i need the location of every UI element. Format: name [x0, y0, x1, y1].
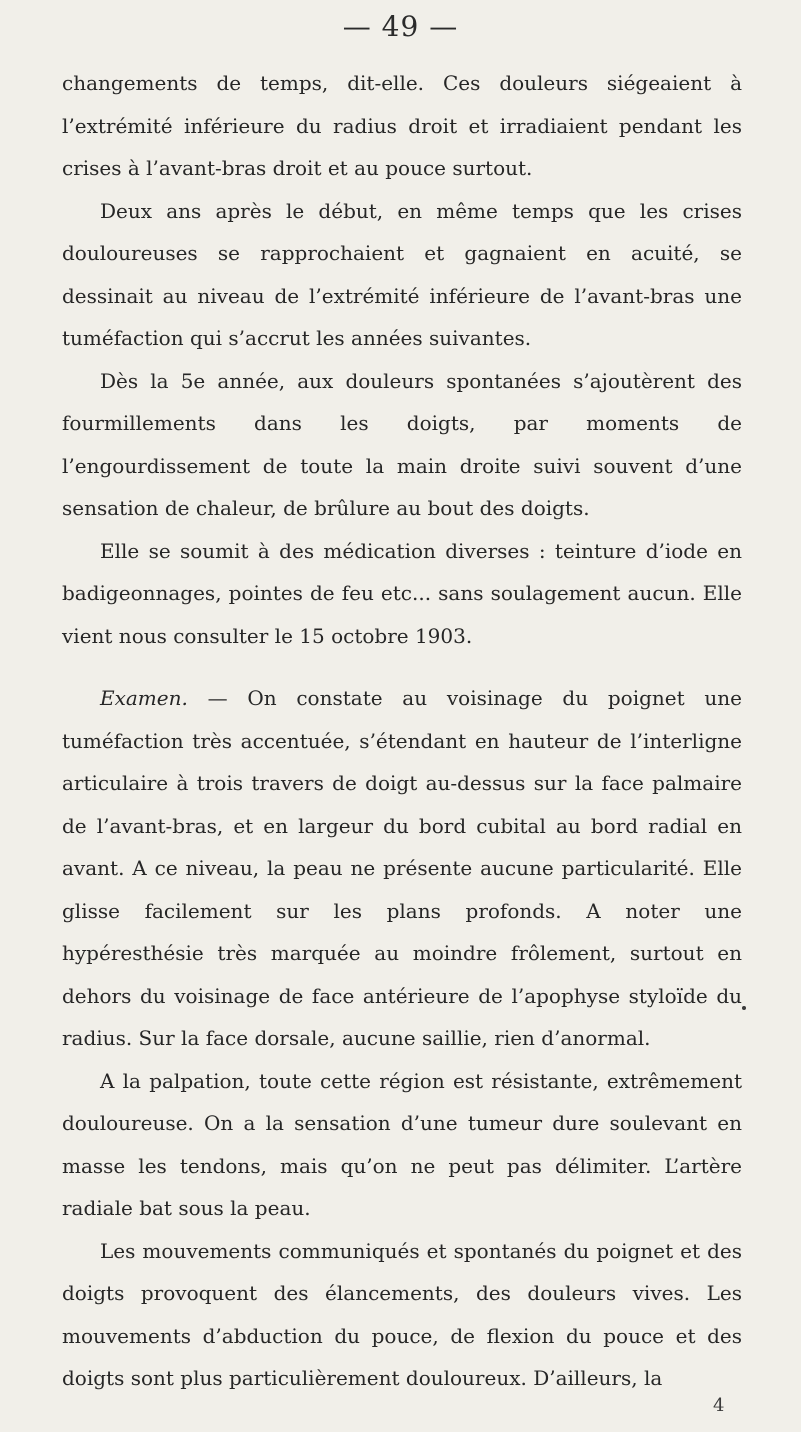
examen-text: — On constate au voisinage du poignet une tuméfaction très accentuée, s’étendant en hauteur de l’interligne articulaire à trois travers de doigt au-dessus sur la face palmaire de l’avant-bras, et en largeur du bord cubital au bord radial en avant. A ce niveau, la peau ne présente aucune particularité. Elle glisse facilement sur les plans profonds. A noter une hypéresthésie très marquée au moindre frôlement, surtout en dehors du voisinage de face antérieure de l’apophyse styloïde du radius. Sur la face dorsale, aucune saillie, rien d’anormal.: [62, 686, 742, 1050]
page-number: — 49 —: [342, 10, 459, 43]
paragraph-palpation: A la palpation, toute cette région est résistante, extrêmement douloureuse. On a la sensation d’une tumeur dure soulevant en masse les tendons, mais qu’on ne peut pas délimiter. L’artère radiale bat sous la peau.: [62, 1068, 742, 1220]
paragraph-onset: Deux ans après le début, en même temps que les crises douloureuses se rapprochaient et gagnaient en acuité, se dessinait au niveau de l’extrémité inférieure de l’avant-bras une tuméfaction qui s’accrut les années suivantes.: [62, 198, 742, 350]
paragraph-movements: Les mouvements communiqués et spontanés du poignet et des doigts provoquent des élancements, des douleurs vives. Les mouvements d’abduction du pouce, de flexion du pouce et des doigts sont plus particulièrement douloureux. D’ailleurs, la: [62, 1238, 742, 1390]
paragraph-examen: [62, 677, 742, 1060]
paragraph-treatment: Elle se soumit à des médication diverses : teinture d’iode en badigeonnages, pointes de feu etc... sans soulagement aucun. Elle vient nous consulter le 15 octobre 1903.: [62, 538, 742, 648]
section-gap: [62, 657, 742, 677]
body-text: [62, 62, 742, 1400]
paragraph-symptoms: Dès la 5e année, aux douleurs spontanées s’ajoutèrent des fourmillements dans les doigts, par moments de l’engourdissement de toute la main droite suivi souvent d’une sensation de chaleur, de brûlure au bout des doigts.: [62, 368, 742, 520]
signature-mark: 4: [713, 1395, 725, 1416]
paragraph-continuation: changements de temps, dit-elle. Ces douleurs siégeaient à l’extrémité inférieure du radius droit et irradiaient pendant les crises à l’avant-bras droit et au pouce surtout.: [62, 71, 742, 180]
section-heading: Examen.: [100, 686, 188, 710]
paper-speck: [742, 1006, 746, 1010]
